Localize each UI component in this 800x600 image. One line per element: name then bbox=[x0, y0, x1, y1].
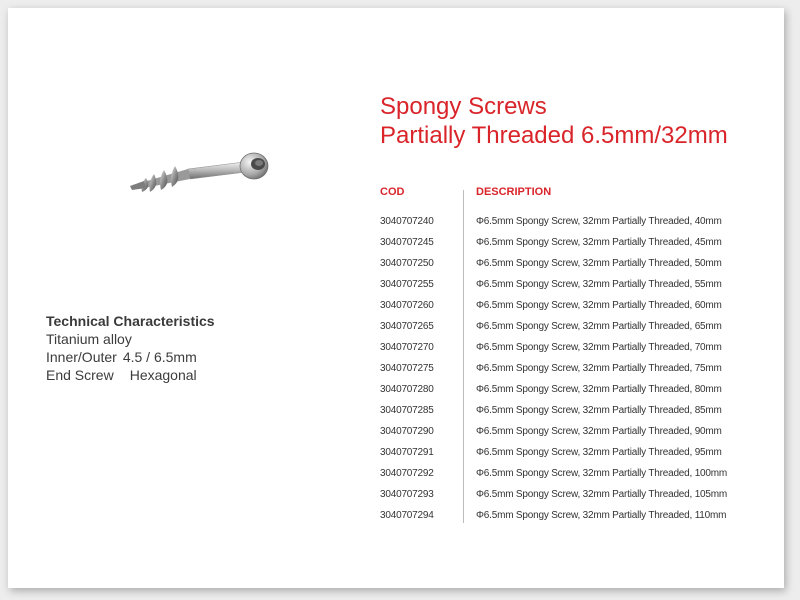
table-row bbox=[380, 258, 760, 279]
row-description: Φ6.5mm Spongy Screw, 32mm Partially Threaded, 50mm bbox=[476, 258, 722, 269]
title-line-2: Partially Threaded 6.5mm/32mm bbox=[380, 122, 728, 149]
row-description: Φ6.5mm Spongy Screw, 32mm Partially Threaded, 55mm bbox=[476, 279, 722, 290]
row-code: 3040707260 bbox=[380, 300, 434, 311]
table-row bbox=[380, 384, 760, 405]
row-description: Φ6.5mm Spongy Screw, 32mm Partially Threaded, 85mm bbox=[476, 405, 722, 416]
row-code: 3040707280 bbox=[380, 384, 434, 395]
row-code: 3040707240 bbox=[380, 216, 434, 227]
row-description: Φ6.5mm Spongy Screw, 32mm Partially Threaded, 95mm bbox=[476, 447, 722, 458]
table-row bbox=[380, 279, 760, 300]
inner-outer-value: 4.5 / 6.5mm bbox=[122, 349, 197, 365]
row-code: 3040707245 bbox=[380, 237, 434, 248]
row-description: Φ6.5mm Spongy Screw, 32mm Partially Threaded, 45mm bbox=[476, 237, 722, 248]
column-header-description: DESCRIPTION bbox=[476, 186, 552, 198]
end-screw-row bbox=[46, 366, 215, 384]
technical-characteristics bbox=[46, 312, 215, 384]
catalog-page bbox=[8, 8, 784, 588]
inner-outer-label: Inner/Outer bbox=[46, 349, 117, 365]
title-line-1: Spongy Screws bbox=[380, 93, 547, 120]
table-row bbox=[380, 363, 760, 384]
table-row bbox=[380, 342, 760, 363]
row-code: 3040707290 bbox=[380, 426, 434, 437]
row-description: Φ6.5mm Spongy Screw, 32mm Partially Threaded, 105mm bbox=[476, 489, 728, 500]
row-description: Φ6.5mm Spongy Screw, 32mm Partially Threaded, 70mm bbox=[476, 342, 722, 353]
end-screw-label: End Screw bbox=[46, 367, 114, 383]
row-description: Φ6.5mm Spongy Screw, 32mm Partially Threaded, 40mm bbox=[476, 216, 722, 227]
row-description: Φ6.5mm Spongy Screw, 32mm Partially Threaded, 65mm bbox=[476, 321, 722, 332]
row-code: 3040707291 bbox=[380, 447, 434, 458]
row-code: 3040707275 bbox=[380, 363, 434, 374]
page-title bbox=[380, 92, 728, 150]
table-rows bbox=[380, 216, 760, 531]
row-code: 3040707255 bbox=[380, 279, 434, 290]
table-row bbox=[380, 321, 760, 342]
row-description: Φ6.5mm Spongy Screw, 32mm Partially Threaded, 110mm bbox=[476, 510, 727, 521]
inner-outer-row bbox=[46, 348, 215, 366]
technical-heading: Technical Characteristics bbox=[46, 313, 215, 329]
row-description: Φ6.5mm Spongy Screw, 32mm Partially Threaded, 75mm bbox=[476, 363, 722, 374]
row-code: 3040707294 bbox=[380, 510, 434, 521]
table-row bbox=[380, 426, 760, 447]
table-row bbox=[380, 468, 760, 489]
row-code: 3040707293 bbox=[380, 489, 434, 500]
table-row bbox=[380, 489, 760, 510]
row-code: 3040707265 bbox=[380, 321, 434, 332]
table-row bbox=[380, 447, 760, 468]
table-row bbox=[380, 300, 760, 321]
row-code: 3040707292 bbox=[380, 468, 434, 479]
row-code: 3040707270 bbox=[380, 342, 434, 353]
row-description: Φ6.5mm Spongy Screw, 32mm Partially Threaded, 90mm bbox=[476, 426, 722, 437]
row-description: Φ6.5mm Spongy Screw, 32mm Partially Threaded, 80mm bbox=[476, 384, 722, 395]
table-row bbox=[380, 510, 760, 531]
row-code: 3040707285 bbox=[380, 405, 434, 416]
table-row bbox=[380, 216, 760, 237]
row-code: 3040707250 bbox=[380, 258, 434, 269]
row-description: Φ6.5mm Spongy Screw, 32mm Partially Threaded, 100mm bbox=[476, 468, 728, 479]
table-row bbox=[380, 237, 760, 258]
column-header-code: COD bbox=[380, 186, 405, 198]
product-image bbox=[126, 148, 278, 196]
table-row bbox=[380, 405, 760, 426]
row-description: Φ6.5mm Spongy Screw, 32mm Partially Threaded, 60mm bbox=[476, 300, 722, 311]
material-value: Titanium alloy bbox=[46, 331, 132, 347]
end-screw-value: Hexagonal bbox=[129, 367, 197, 383]
